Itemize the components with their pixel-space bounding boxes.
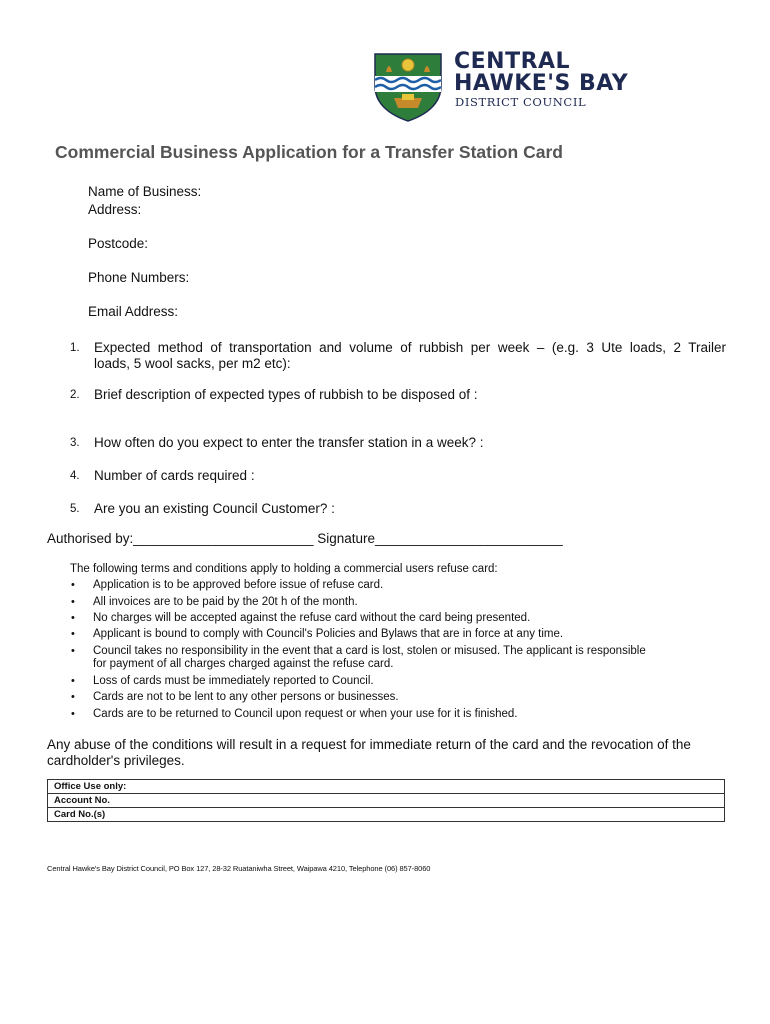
bullet: •	[71, 645, 75, 657]
question-2-text: Brief description of expected types of rubbish to be disposed of :	[94, 387, 478, 402]
address-label: Address:	[88, 202, 142, 217]
term-item: All invoices are to be paid by the 20t h of the month.	[93, 596, 358, 608]
term-item-continued: for payment of all charges charged against the refuse card.	[93, 658, 394, 670]
question-3-number: 3.	[70, 437, 80, 449]
question-2-number: 2.	[70, 389, 80, 401]
logo-name-line3: DISTRICT COUNCIL	[455, 95, 587, 109]
footer-address: Central Hawke's Bay District Council, PO Box 127, 28-32 Ruataniwha Street, Waipawa 4210, Telephone (06) 857-8060	[47, 864, 431, 873]
question-5-text: Are you an existing Council Customer? :	[94, 501, 335, 516]
question-5-number: 5.	[70, 503, 80, 515]
question-1-number: 1.	[70, 342, 80, 354]
postcode-label: Postcode:	[88, 236, 149, 251]
table-row	[48, 808, 725, 822]
logo-name-line2: HAWKE'S BAY	[454, 71, 629, 96]
logo-name-line1: CENTRAL	[454, 49, 571, 74]
council-crest-logo	[372, 52, 444, 122]
document-title: Commercial Business Application for a Transfer Station Card	[55, 142, 563, 162]
question-4-number: 4.	[70, 470, 80, 482]
question-1-text: Expected method of transportation and volume of rubbish per week – (e.g. 3 Ute loads, 2 Trailer	[94, 340, 726, 355]
bullet: •	[71, 691, 75, 703]
term-item: Cards are not to be lent to any other persons or businesses.	[93, 691, 399, 703]
phone-numbers-label: Phone Numbers:	[88, 270, 190, 285]
table-row	[48, 794, 725, 808]
email-address-label: Email Address:	[88, 304, 179, 319]
office-use-header: Office Use only:	[48, 780, 725, 794]
term-item: Cards are to be returned to Council upon request or when your use for it is finished.	[93, 708, 518, 720]
business-name-label: Name of Business:	[88, 184, 202, 199]
card-no-cell: Card No.(s)	[48, 808, 725, 822]
terms-intro: The following terms and conditions apply to holding a commercial users refuse card:	[70, 563, 498, 575]
table-row	[48, 780, 725, 794]
term-item: Applicant is bound to comply with Council's Policies and Bylaws that are in force at any time.	[93, 628, 564, 640]
question-4-text: Number of cards required :	[94, 468, 255, 483]
bullet: •	[71, 596, 75, 608]
bullet: •	[71, 708, 75, 720]
term-item: Application is to be approved before issue of refuse card.	[93, 579, 384, 591]
bullet: •	[71, 628, 75, 640]
bullet: •	[71, 612, 75, 624]
abuse-notice: Any abuse of the conditions will result in a request for immediate return of the card and the revocation of the cardholder's privileges.	[47, 737, 691, 768]
question-3-text: How often do you expect to enter the transfer station in a week? :	[94, 435, 484, 450]
office-use-table	[47, 779, 725, 822]
term-item: Council takes no responsibility in the event that a card is lost, stolen or misused. The applicant is responsible	[93, 645, 646, 657]
question-1-text-continued: loads, 5 wool sacks, per m2 etc):	[94, 356, 291, 371]
term-item: Loss of cards must be immediately reported to Council.	[93, 675, 374, 687]
authorised-signature-line: Authorised by:________________________ Signature_________________________	[47, 531, 563, 546]
term-item: No charges will be accepted against the refuse card without the card being presented.	[93, 612, 531, 624]
account-no-cell: Account No.	[48, 794, 725, 808]
bullet: •	[71, 579, 75, 591]
bullet: •	[71, 675, 75, 687]
